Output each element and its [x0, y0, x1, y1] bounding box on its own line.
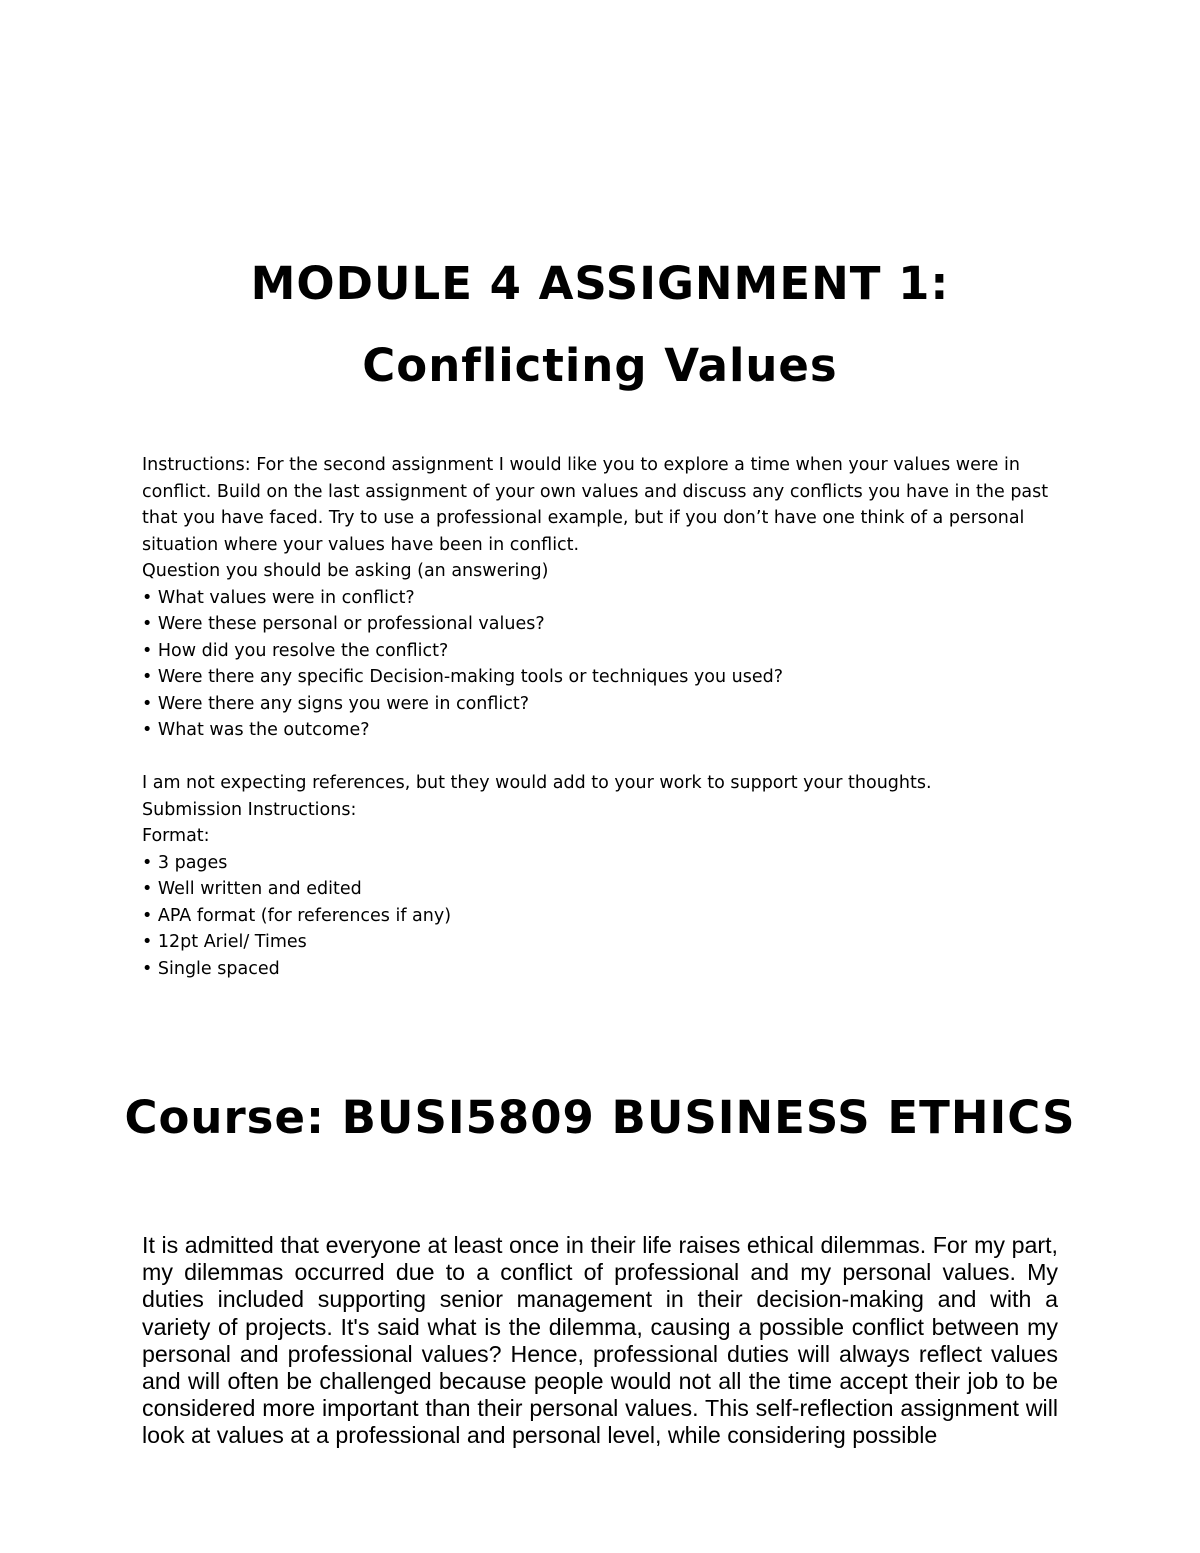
format-item: • 12pt Ariel/ Times [142, 929, 1062, 956]
submission-heading: Submission Instructions: [142, 799, 357, 820]
question-item: • What was the outcome? [142, 717, 1062, 744]
format-item: • Well written and edited [142, 876, 1062, 903]
instructions-paragraph: Instructions: For the second assignment I would like you to explore a time when your values were in conflict. Build on the last assignment of your own values and discuss any conflicts you have in the past that you have faced. Try to use a professional example, but if you don’t have one think of a personal situation where your values have been in conflict. [142, 455, 1049, 555]
question-item: • Were these personal or professional values? [142, 611, 1062, 638]
title-line-topic: Conflicting Values [362, 339, 838, 392]
question-item: • Were there any signs you were in conflict? [142, 691, 1062, 718]
title-line-module: MODULE 4 ASSIGNMENT 1: [250, 257, 950, 310]
format-item: • Single spaced [142, 956, 1062, 983]
question-item: • How did you resolve the conflict? [142, 638, 1062, 665]
question-item: • What values were in conflict? [142, 585, 1062, 612]
essay-body [142, 1232, 1058, 1450]
format-heading: Format: [142, 826, 210, 846]
course-heading: Course: BUSI5809 BUSINESS ETHICS [124, 1091, 1076, 1144]
question-item: • Were there any specific Decision-making tools or techniques you used? [142, 664, 1062, 691]
spacer [142, 744, 1062, 771]
format-list [142, 850, 1062, 983]
format-item: • 3 pages [142, 850, 1062, 877]
questions-intro: Question you should be asking (an answering) [142, 561, 549, 581]
essay-paragraph: It is admitted that everyone at least once in their life raises ethical dilemmas. For my part, my dilemmas occurred due to a conflict of professional and my personal values. My duties included supporting senior management in their decision-making and with a variety of projects. It's said what is the dilemma, causing a possible conflict between my personal and professional values? Hence, professional duties will always reflect values and will often be challenged because people would not all the time accept their job to be considered more important than their personal values. This self-reflection assignment will look at values at a professional and personal level, while considering possible [142, 1232, 1058, 1449]
document-title [0, 252, 1200, 398]
references-note: I am not expecting references, but they would add to your work to support your thoughts. [142, 773, 932, 793]
format-item: • APA format (for references if any) [142, 903, 1062, 930]
questions-list [142, 585, 1062, 744]
assignment-instructions [142, 452, 1062, 982]
